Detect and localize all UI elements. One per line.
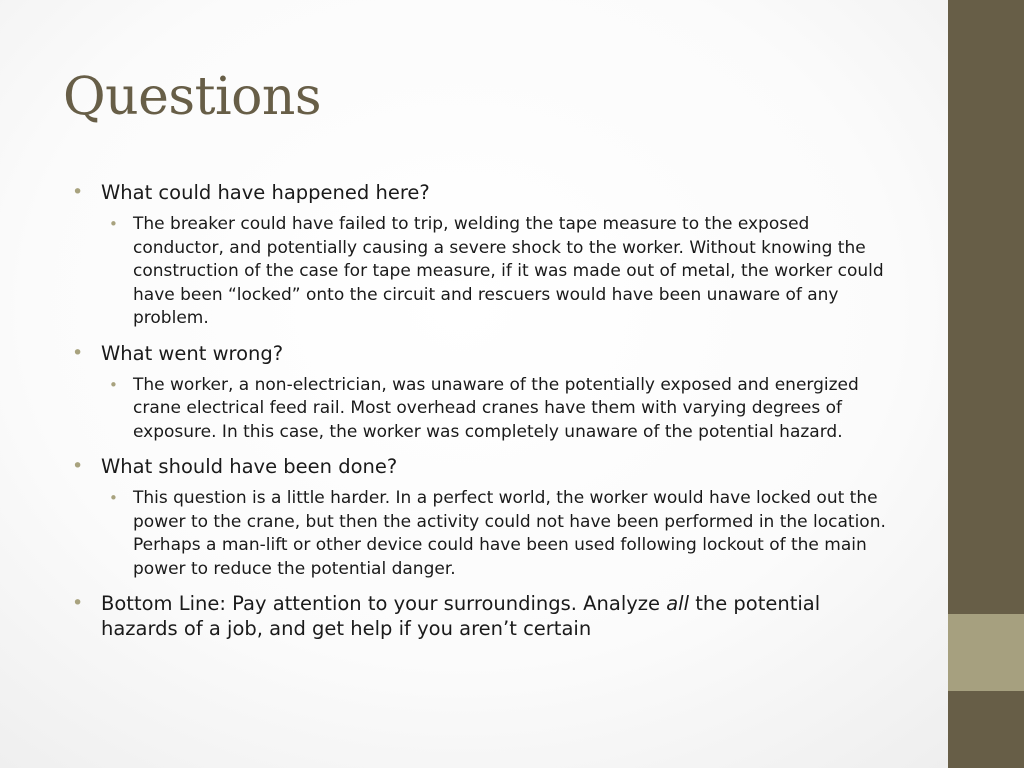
sub-bullet-item-2 [72, 374, 892, 445]
bottom-line-text [101, 592, 820, 640]
bullet-item-bottom-line [72, 591, 892, 641]
sub-bullet-text: This question is a little harder. In a perfect world, the worker would have locked out the power to the crane, but then the activity could not have been performed in the location. Perhaps a man-lift or other device could have been used following lockout of the main power to reduce the potential danger. [133, 488, 886, 579]
decorative-sidebar-accent [948, 614, 1024, 691]
bottom-line-emphasis: all [666, 592, 690, 615]
sub-bullet-icon: • [109, 489, 118, 507]
bullet-icon: • [72, 341, 84, 364]
bullet-text: What should have been done? [101, 455, 398, 478]
bullet-item-1 [72, 180, 892, 205]
bottom-line-before: Bottom Line: Pay attention to your surroundings. Analyze [101, 592, 667, 615]
sub-bullet-text: The worker, a non-electrician, was unaware of the potentially exposed and energized crane electrical feed rail. Most overhead cranes have them with varying degrees of exposure. In this case, the worker was completely unaware of the potential hazard. [133, 374, 859, 442]
sub-bullet-item-3 [72, 487, 892, 581]
bullet-icon: • [72, 592, 84, 614]
bottom-line-after: the potential hazards of a job, and get help if you aren’t certain [101, 592, 821, 640]
bullet-text: What went wrong? [101, 341, 284, 365]
sub-bullet-icon: • [109, 375, 118, 394]
bullet-text: What could have happened here? [101, 181, 430, 204]
bullet-icon: • [72, 181, 84, 203]
bullet-item-2 [72, 341, 892, 366]
sub-bullet-icon: • [109, 215, 118, 233]
bullet-icon: • [72, 455, 84, 477]
sub-bullet-text: The breaker could have failed to trip, welding the tape measure to the exposed conductor, and potentially causing a severe shock to the worker. Without knowing the construction of the case for tape measure, if it was made out of metal, the worker could have been “locked” onto the circuit and rescuers would have been unaware of any problem. [133, 214, 884, 328]
slide-title: Questions [63, 67, 322, 127]
bullet-item-3 [72, 454, 892, 479]
sub-bullet-item-1 [72, 213, 892, 331]
slide-content [72, 180, 892, 649]
